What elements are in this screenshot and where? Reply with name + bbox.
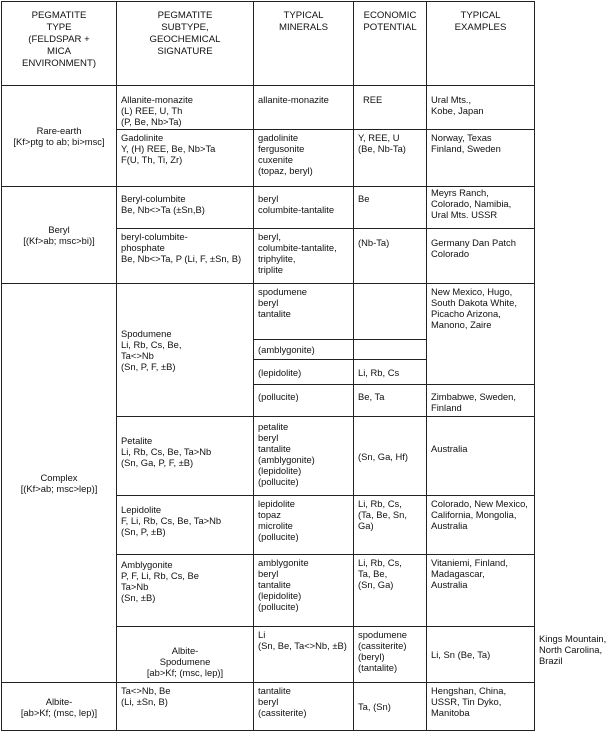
cell-line: Li, Sn (Be, Ta) [431, 649, 491, 660]
cell-line: Gadolinite [121, 132, 164, 143]
cell-line: PEGMATITE [31, 10, 87, 21]
examples-cell [427, 130, 535, 187]
cell-line: (cassiterite) [258, 707, 307, 718]
minerals-cell [354, 627, 427, 683]
cell-line: Ta, (Sn) [358, 701, 391, 712]
potential-cell [354, 385, 427, 417]
cell-line: cuxenite [258, 154, 293, 165]
table-row [2, 187, 535, 229]
cell-line: (P, Be, Nb>Ta) [121, 116, 182, 127]
cell-line: (Sn, P, ±B) [121, 526, 166, 537]
cell-line: (tantalite) [358, 662, 398, 673]
cell-line: triphylite, [258, 253, 296, 264]
cell-line: (Sn, Ga) [358, 579, 394, 590]
minerals-cell [254, 360, 354, 385]
cell-line: columbite-tantalite, [258, 242, 337, 253]
cell-line: (pollucite) [258, 531, 299, 542]
subtype-cell [117, 86, 254, 130]
cell-line: Li [258, 629, 266, 640]
cell-line: Ta<>Nb, Be [121, 685, 171, 696]
cell-line: Be, Nb<>Ta (±Sn,B) [121, 204, 205, 215]
cell-line: P, F, Li, Rb, Cs, Be [121, 570, 199, 581]
cell-line: California, Mongolia, [431, 509, 517, 520]
header-examples [427, 2, 535, 86]
cell-line: Australia [431, 443, 468, 454]
cell-line: (lepidolite) [258, 590, 302, 601]
examples-cell [427, 284, 535, 385]
cell-line: Meyrs Ranch, [431, 187, 489, 198]
subtype-cell [254, 627, 354, 683]
cell-line: beryl [258, 568, 279, 579]
minerals-cell [254, 284, 354, 340]
cell-line: Finland [431, 402, 462, 413]
type-albite [2, 683, 117, 731]
subtype-cell [117, 555, 254, 627]
cell-line: amblygonite [258, 557, 309, 568]
cell-line: lepidolite [258, 498, 296, 509]
cell-line: Amblygonite [121, 559, 173, 570]
table-row [2, 86, 535, 130]
cell-line: (Li, ±Sn, B) [121, 696, 168, 707]
cell-line: USSR, Tin Dyko, [431, 696, 502, 707]
cell-line: Ta>Nb [121, 581, 149, 592]
cell-line: EXAMPLES [454, 22, 507, 33]
cell-line: (lepidolite) [258, 465, 302, 476]
cell-line: TYPICAL [460, 10, 501, 21]
subtype-cell [117, 417, 254, 496]
cell-line: Albite- [45, 695, 73, 707]
cell-line: (pollucite) [258, 476, 299, 487]
subtype-cell [117, 229, 254, 284]
cell-line: Colorado [431, 248, 470, 259]
cell-line: Ural Mts. USSR [431, 209, 498, 220]
cell-line: ECONOMIC [363, 10, 417, 21]
subtype-cell [117, 130, 254, 187]
cell-line: Finland, Sweden [431, 143, 501, 154]
cell-line: Li, Rb, Cs, Be, Ta>Nb [121, 446, 212, 457]
potential-cell [354, 86, 427, 130]
minerals-cell [254, 229, 354, 284]
cell-line: (Sn, Ga, P, F, ±B) [121, 457, 194, 468]
cell-line: TYPICAL [283, 10, 324, 21]
examples-cell [427, 86, 535, 130]
cell-line: Hengshan, China, [431, 685, 507, 696]
cell-line: Lepidolite [121, 504, 162, 515]
potential-cell [427, 627, 535, 683]
cell-line: Norway, Texas [431, 132, 492, 143]
cell-line: triplite [258, 264, 284, 275]
potential-cell [354, 555, 427, 627]
examples-cell [427, 683, 535, 731]
cell-line: F(U, Th, Ti, Zr) [121, 154, 183, 165]
cell-line: POTENTIAL [363, 22, 417, 33]
minerals-cell [254, 417, 354, 496]
header-row [2, 2, 535, 86]
cell-line: Be, Ta [358, 391, 385, 402]
cell-line: Albite- [171, 645, 199, 656]
potential-cell [354, 229, 427, 284]
potential-cell [354, 284, 427, 340]
cell-line: [(Kf>ab; msc>lep)] [20, 483, 98, 494]
cell-line: [(Kf>ab; msc>bi)] [23, 235, 95, 246]
subtype-cell [117, 284, 254, 417]
cell-line: (Sn, Ga, Hf) [358, 450, 409, 462]
cell-line: Kobe, Japan [431, 105, 484, 116]
cell-line: (cassiterite) [358, 640, 407, 651]
cell-line: beryl [258, 193, 279, 204]
cell-line: Li, Rb, Cs [358, 366, 400, 378]
cell-line: (Sn, ±B) [121, 592, 156, 603]
cell-line: South Dakota White, [431, 297, 517, 308]
cell-line: phosphate [121, 242, 165, 253]
cell-line: GEOCHEMICAL [149, 34, 221, 45]
cell-line: Manitoba [431, 707, 470, 718]
cell-line: Li, Rb, Cs, Be, [121, 339, 182, 350]
cell-line: allanite-monazite [258, 94, 329, 105]
potential-cell [354, 360, 427, 385]
cell-line: (beryl) [358, 651, 385, 662]
cell-line: (FELDSPAR + [28, 34, 90, 45]
cell-line: Germany Dan Patch [431, 237, 516, 248]
type-complex [2, 284, 117, 683]
cell-line: MICA [47, 46, 71, 57]
cell-line: (Sn, Be, Ta<>Nb, ±B) [258, 640, 347, 651]
examples-cell [427, 496, 535, 555]
cell-line: Manono, Zaire [431, 319, 492, 330]
examples-cell [427, 187, 535, 229]
cell-line: Colorado, New Mexico, [431, 498, 528, 509]
cell-line: (Nb-Ta) [358, 237, 390, 248]
cell-line: (pollucite) [258, 391, 299, 402]
potential-cell [354, 496, 427, 555]
cell-line: F, Li, Rb, Cs, Be, Ta>Nb [121, 515, 222, 526]
cell-line: Australia [431, 520, 468, 531]
header-minerals [254, 2, 354, 86]
potential-cell [354, 340, 427, 360]
cell-line: Australia [431, 579, 468, 590]
cell-line: Allanite-monazite [121, 94, 193, 105]
header-pegmatite-type [2, 2, 117, 86]
table-row: Albite- Spodumene [ab>Kf; (msc, lep)] Li (Sn, Be, Ta<>Nb, ±B) spodumene (cassiterite) (beryl) (tantalite) Li, Sn (Be, Ta) Kings Mountain, North Carolina, Brazil [2, 627, 535, 683]
cell-line: Zimbabwe, Sweden, [431, 391, 516, 402]
type-albite-spodumene [117, 627, 254, 683]
cell-line: gadolinite [258, 132, 299, 143]
table-row [2, 284, 535, 340]
cell-line: [ab>Kf; (msc, lep)] [20, 706, 98, 718]
cell-line: Y, (H) REE, Be, Nb>Ta [121, 143, 216, 154]
cell-line: REE [363, 94, 383, 105]
cell-line: spodumene [258, 286, 307, 297]
cell-line: (pollucite) [258, 601, 299, 612]
potential-cell [354, 683, 427, 731]
cell-line: Ta<>Nb [121, 350, 154, 361]
pegmatite-table [1, 1, 606, 731]
cell-line: fergusonite [258, 143, 305, 154]
minerals-cell [254, 496, 354, 555]
minerals-cell [254, 340, 354, 360]
cell-line: SIGNATURE [157, 46, 213, 57]
cell-line: Be, Nb<>Ta, P (Li, F, ±Sn, B) [121, 253, 242, 264]
cell-line: Rare-earth [36, 125, 82, 136]
cell-line: New Mexico, Hugo, [431, 286, 513, 297]
minerals-cell [254, 385, 354, 417]
cell-line: Madagascar, [431, 568, 485, 579]
examples-cell [427, 229, 535, 284]
cell-line: (lepidolite) [258, 366, 302, 378]
cell-line: SUBTYPE, [161, 22, 209, 33]
examples-cell [427, 417, 535, 496]
cell-line: (Sn, P, F, ±B) [121, 361, 176, 372]
cell-line: Be [358, 193, 370, 204]
examples-cell [427, 385, 535, 417]
cell-line: (Be, Nb-Ta) [358, 143, 406, 154]
minerals-cell [254, 130, 354, 187]
cell-line: beryl [258, 432, 279, 443]
minerals-cell [254, 683, 354, 731]
cell-line: tantalite [258, 308, 291, 319]
cell-line: tantalite [258, 685, 291, 696]
cell-line: [ab>Kf; (msc, lep)] [146, 667, 224, 678]
examples-cell [427, 555, 535, 627]
minerals-cell [254, 86, 354, 130]
cell-line: [Kf>ptg to ab; bi>msc] [13, 136, 105, 147]
cell-line: ENVIRONMENT) [21, 58, 97, 69]
cell-line: MINERALS [278, 22, 329, 33]
cell-line: beryl [258, 696, 279, 707]
cell-line: Spodumene [159, 656, 211, 667]
cell-line: columbite-tantalite [258, 204, 335, 215]
cell-line: beryl, [258, 231, 281, 242]
cell-line: Li, Rb, Cs, [358, 557, 402, 568]
cell-line: PEGMATITE [157, 10, 213, 21]
table-row [2, 683, 535, 731]
header-economic-potential [354, 2, 427, 86]
cell-line: Ural Mts., [431, 94, 472, 105]
cell-line: (amblygonite) [258, 344, 315, 355]
type-beryl [2, 187, 117, 284]
cell-line: beryl [258, 297, 279, 308]
cell-line: (Ta, Be, Sn, [358, 509, 407, 520]
cell-line: (L) REE, U, Th [121, 105, 183, 116]
cell-line: Li, Rb, Cs, [358, 498, 402, 509]
cell-line: Vitaniemi, Finland, [431, 557, 508, 568]
type-rare-earth [2, 86, 117, 187]
cell-line: petalite [258, 421, 289, 432]
cell-line: TYPE [46, 22, 72, 33]
potential-cell [354, 130, 427, 187]
subtype-cell [117, 496, 254, 555]
cell-line: Beryl [48, 224, 70, 235]
cell-line: tantalite [258, 443, 291, 454]
subtype-cell [117, 683, 254, 731]
cell-line: tantalite [258, 579, 291, 590]
potential-cell [354, 417, 427, 496]
cell-line: Petalite [121, 435, 153, 446]
header-subtype [117, 2, 254, 86]
cell-line: Colorado, Namibia, [431, 198, 512, 209]
cell-line: (amblygonite) [258, 454, 315, 465]
cell-line: (topaz, beryl) [258, 165, 313, 176]
cell-line: spodumene [358, 629, 407, 640]
minerals-cell [254, 187, 354, 229]
cell-line: Picacho Arizona, [431, 308, 501, 319]
cell-line: Y, REE, U [358, 132, 400, 143]
cell-line: beryl-columbite- [121, 231, 188, 242]
cell-line: Spodumene [121, 328, 172, 339]
subtype-cell [117, 187, 254, 229]
cell-line: Complex [40, 472, 78, 483]
cell-line: Beryl-columbite [121, 193, 186, 204]
cell-line: topaz [258, 509, 281, 520]
cell-line: Ga) [358, 520, 374, 531]
cell-line: microlite [258, 520, 293, 531]
cell-line: Ta, Be, [358, 568, 388, 579]
minerals-cell [254, 555, 354, 627]
potential-cell [354, 187, 427, 229]
